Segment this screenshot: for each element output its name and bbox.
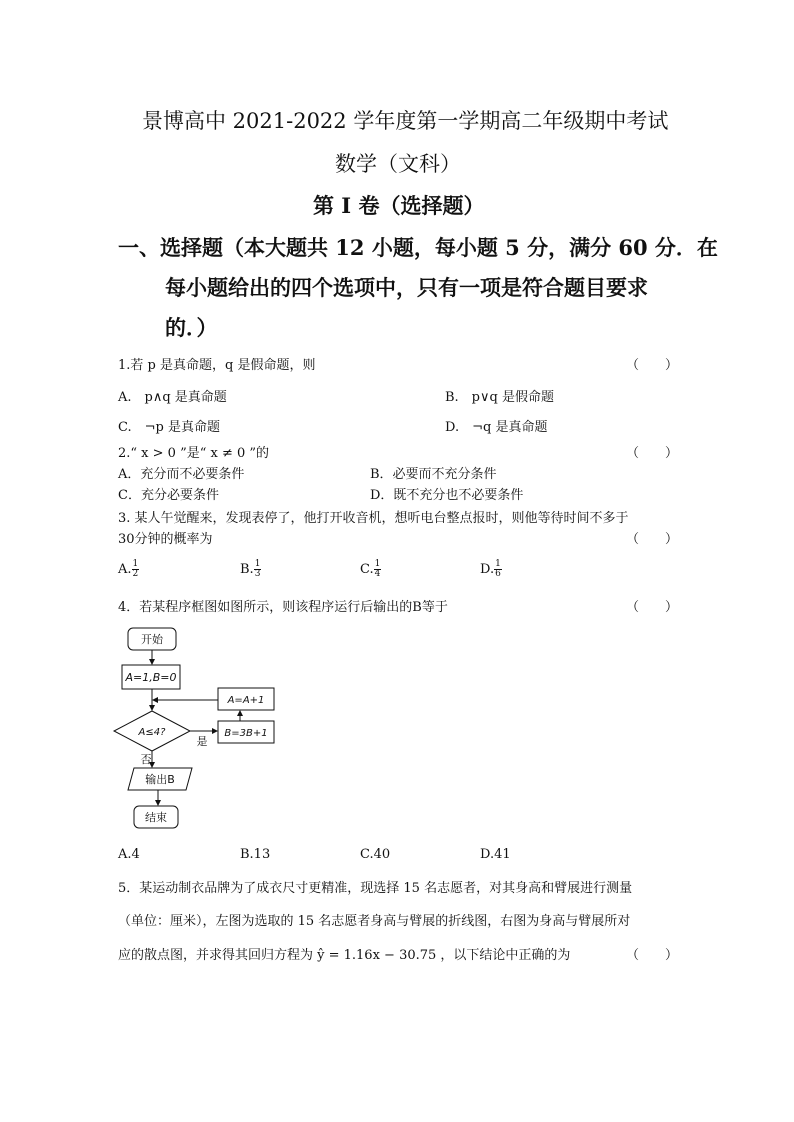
q3-option-d: D. $\frac{1}{6}$ <box>480 559 501 579</box>
volume-title: 第 I 卷（选择题） <box>313 193 485 218</box>
q3-stem-line1: 3. 某人午觉醒来，发现表停了，他打开收音机，想听电台整点报时，则他等待时间不多于 <box>118 511 629 526</box>
q5-stem-line1: 5．某运动制衣品牌为了成衣尺寸更精准，现选择 15 名志愿者，对其身高和臂展进行测量 <box>118 881 633 896</box>
section-heading-line2: 每小题给出的四个选项中，只有一项是符合题目要求 <box>165 275 648 300</box>
q4-option-b: B.13 <box>240 847 271 862</box>
q1-option-c: C. ¬p 是真命题 <box>118 420 220 435</box>
q3-option-b: B. $\frac{1}{3}$ <box>240 559 261 579</box>
fraction: $\frac{1}{6}$ <box>495 559 501 579</box>
q5-answer-paren: （ ） <box>626 948 679 963</box>
fraction: $\frac{1}{3}$ <box>254 559 261 579</box>
q4-option-c: C.40 <box>360 847 391 862</box>
q4-answer-paren: （ ） <box>626 600 679 615</box>
flow-update-b-text: B=3B+1 <box>224 728 268 739</box>
q1-option-a: A. p∧q 是真命题 <box>118 390 227 405</box>
q2-option-d: D．既不充分也不必要条件 <box>370 488 524 503</box>
flow-yes-label: 是 <box>196 735 208 748</box>
q1-option-d: D. ¬q 是真命题 <box>445 420 548 435</box>
flow-start-text: 开始 <box>141 633 163 646</box>
flow-no-label: 否 <box>140 753 152 766</box>
subject-title: 数学（文科） <box>335 152 461 176</box>
q3-option-a: A. $\frac{1}{2}$ <box>118 559 139 579</box>
section-heading-line1: 一、选择题（本大题共 12 小题，每小题 5 分，满分 60 分．在 <box>118 235 718 260</box>
q1-stem: 1.若 p 是真命题，q 是假命题，则 <box>118 358 316 373</box>
q1-answer-paren: （ ） <box>626 358 679 373</box>
q5-stem-line2: （单位：厘米），左图为选取的 15 名志愿者身高与臂展的折线图，右图为身高与臂展所对 <box>118 914 631 929</box>
q4-option-a: A.4 <box>118 847 140 862</box>
section-heading-line3: 的．） <box>165 315 218 340</box>
q4-option-d: D.41 <box>480 847 511 862</box>
q3-option-c: C. $\frac{1}{4}$ <box>360 559 381 579</box>
q2-answer-paren: （ ） <box>626 446 679 461</box>
q5-stem-line3: 应的散点图，并求得其回归方程为 ŷ = 1.16x − 30.75 ，以下结论中正确的为 <box>118 948 571 963</box>
flow-cond-text: A≤4? <box>138 727 166 738</box>
fraction: $\frac{1}{4}$ <box>374 559 381 579</box>
q3-stem-line2: 30分钟的概率为 <box>118 532 213 547</box>
q2-stem: 2.“ x > 0 ”是“ x ≠ 0 ”的 <box>118 446 270 461</box>
flow-end-text: 结束 <box>145 811 167 824</box>
q2-option-a: A．充分而不必要条件 <box>118 467 245 482</box>
q1-option-b: B. p∨q 是假命题 <box>445 390 554 405</box>
q2-option-b: B．必要而不充分条件 <box>370 467 497 482</box>
flow-update-a-text: A=A+1 <box>227 695 265 706</box>
q3-answer-paren: （ ） <box>626 532 679 547</box>
fraction: $\frac{1}{2}$ <box>132 559 139 579</box>
exam-title: 景博高中 2021-2022 学年度第一学期高二年级期中考试 <box>142 109 669 133</box>
q4-stem: 4．若某程序框图如图所示，则该程序运行后输出的B等于 <box>118 600 448 615</box>
flow-output-text: 输出B <box>145 773 175 786</box>
q2-option-c: C．充分必要条件 <box>118 488 219 503</box>
q4-flowchart <box>110 620 290 835</box>
flow-init-text: A=1,B=0 <box>125 671 177 684</box>
